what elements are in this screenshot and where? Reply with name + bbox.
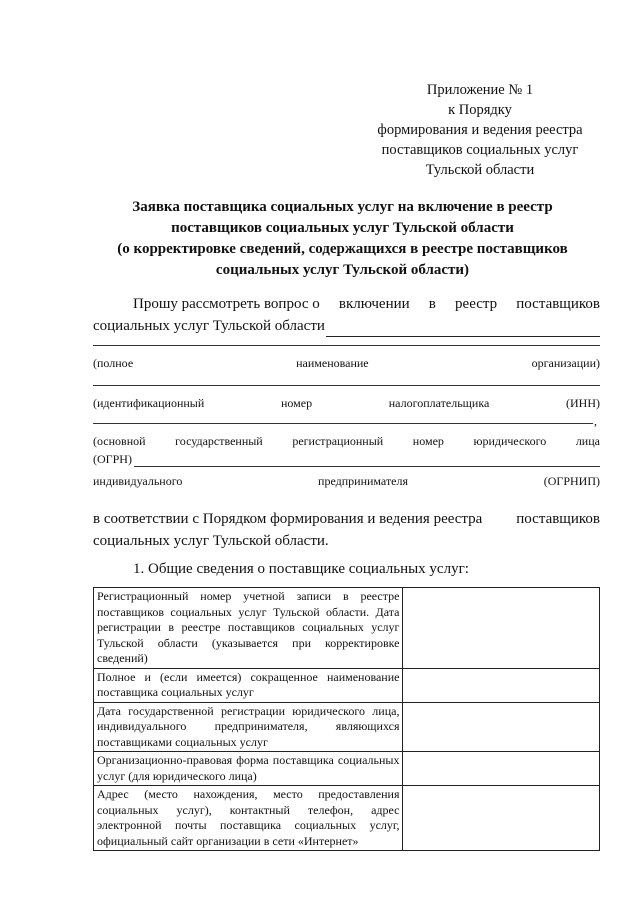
appendix-line: Тульской области (425, 162, 535, 178)
intro-word: поставщиков (516, 296, 600, 312)
intro-word: включении (338, 296, 410, 312)
table-row (94, 588, 600, 669)
title-line: социальных услуг Тульской области) (215, 262, 470, 278)
caption-word: номер (412, 434, 444, 448)
appendix-line: формирования и ведения реестра (377, 122, 583, 138)
caption-word: лица (575, 434, 600, 448)
fill-blank-line[interactable] (134, 453, 600, 467)
caption-word: индивидуального (93, 474, 183, 488)
caption-word: предпринимателя (318, 474, 409, 488)
title-line: поставщиков социальных услуг Тульской области (171, 220, 514, 236)
table-value-cell[interactable] (403, 786, 600, 851)
ogrn-fill-line (93, 451, 600, 467)
comma: , (594, 414, 597, 428)
table-row (94, 668, 600, 702)
table-label-cell: Организационно-правовая форма поставщика социальных услуг (для юридического лица) (94, 752, 403, 786)
caption-word: налогоплательщика (388, 396, 490, 410)
appendix-line: к Порядку (448, 102, 512, 118)
accordance-text: в соответствии с Порядком формирования и ведения реестра (93, 511, 483, 527)
title-line: Заявка поставщика социальных услуг на включение в реестр (132, 199, 553, 215)
caption-inn (93, 395, 600, 411)
caption-ogrnip (93, 473, 600, 489)
appendix-line: Приложение № 1 (426, 82, 534, 98)
caption-word: организации) (531, 356, 600, 370)
caption-word: (основной (93, 434, 146, 448)
section-heading: 1. Общие сведения о поставщике социальных услуг: (133, 561, 469, 577)
accordance-text: поставщиков (516, 511, 600, 527)
table-label-cell: Полное и (если имеется) сокращенное наименование поставщика социальных услуг (94, 668, 403, 702)
table-value-cell[interactable] (403, 668, 600, 702)
caption-word: регистрационный (292, 434, 384, 448)
caption-word: (идентификационный (93, 396, 205, 410)
document-title (90, 197, 595, 281)
fill-blank-line[interactable] (93, 423, 593, 424)
table-value-cell[interactable] (403, 588, 600, 669)
caption-word: юридического (473, 434, 547, 448)
accordance-paragraph (93, 508, 600, 552)
intro-word: Прошу рассмотреть вопрос о (133, 296, 320, 312)
appendix-header (360, 80, 600, 180)
fill-blank-line[interactable] (326, 321, 600, 337)
table-row (94, 752, 600, 786)
caption-ogrn (93, 433, 600, 449)
intro-line2: социальных услуг Тульской области (93, 318, 325, 334)
caption-word: (ОГРНИП) (543, 474, 600, 488)
intro-word: реестр (455, 296, 498, 312)
table-label-cell: Дата государственной регистрации юридического лица, индивидуального предпринимателя, являющихся поставщиками социальных услуг (94, 702, 403, 752)
caption-word: (ИНН) (565, 396, 600, 410)
table-value-cell[interactable] (403, 702, 600, 752)
table-row (94, 702, 600, 752)
table-value-cell[interactable] (403, 752, 600, 786)
table-label-cell: Адрес (место нахождения, место предоставления социальных услуг), контактный телефон, адрес электронной почты поставщика социальных услуг, официальный сайт организации в сети «Интернет» (94, 786, 403, 851)
provider-info-table (93, 587, 600, 851)
intro-paragraph (93, 293, 600, 337)
caption-word: (полное (93, 356, 134, 370)
ogrn-prefix: (ОГРН) (93, 452, 132, 466)
intro-word: в (428, 296, 436, 312)
table-label-cell: Регистрационный номер учетной записи в реестре поставщиков социальных услуг Тульской области. Дата регистрации в реестре поставщиков социальных услуг Тульской области (указывается при корректировке сведений) (94, 588, 403, 669)
caption-word: государственный (175, 434, 263, 448)
appendix-line: поставщиков социальных услуг (381, 142, 579, 158)
caption-full-name (93, 355, 600, 371)
caption-word: наименование (296, 356, 369, 370)
fill-blank-line[interactable] (93, 385, 600, 386)
caption-word: номер (280, 396, 313, 410)
table-row (94, 786, 600, 851)
accordance-text: социальных услуг Тульской области. (93, 533, 329, 549)
title-line: (о корректировке сведений, содержащихся в реестре поставщиков (117, 241, 568, 257)
fill-blank-line[interactable] (93, 345, 600, 346)
